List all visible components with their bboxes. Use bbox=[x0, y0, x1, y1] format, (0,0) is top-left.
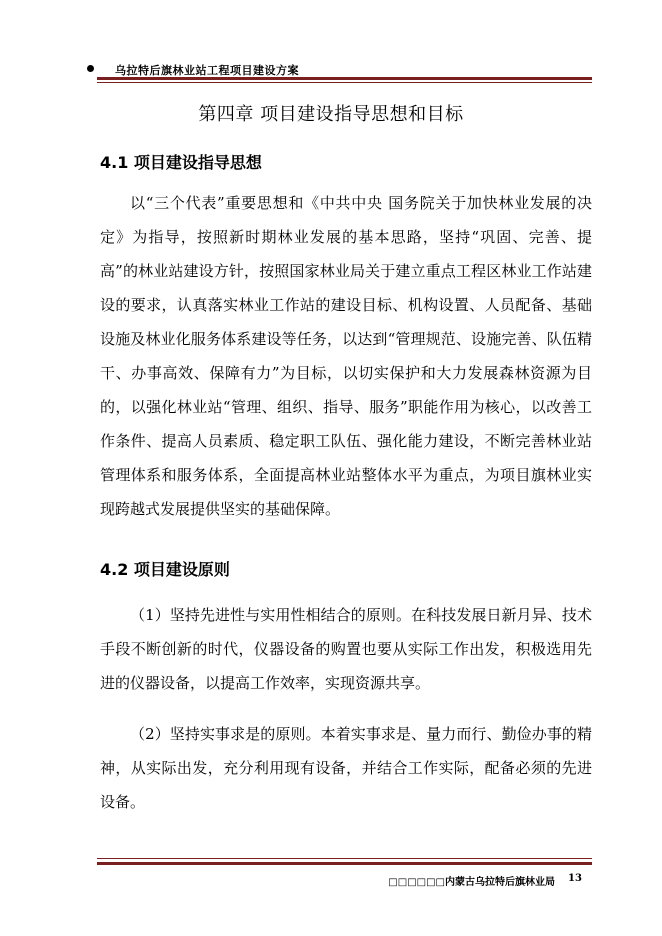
header-rule-thin bbox=[97, 82, 592, 83]
header-rule-thick bbox=[97, 77, 592, 80]
header-title: 乌拉特后旗林业站工程项目建设方案 bbox=[115, 64, 299, 77]
header-bullet-icon bbox=[87, 65, 94, 72]
footer-rule-thick bbox=[97, 862, 592, 865]
section-heading-4-2: 4.2 项目建设原则 bbox=[100, 560, 230, 579]
chapter-title: 第四章 项目建设指导思想和目标 bbox=[198, 104, 464, 125]
section-heading-4-1: 4.1 项目建设指导思想 bbox=[100, 153, 262, 172]
section-4-2-paragraph-2: （2）坚持实事求是的原则。本着实事求是、量力而行、勤俭办事的精神，从实际出发，充分利用现有设备，并结合工作实际，配备必须的先进设备。 bbox=[100, 725, 592, 811]
section-4-1-paragraph: 以“三个代表”重要思想和《中共中央 国务院关于加快林业发展的决定》为指导，按照新时期林业发展的基本思路，坚持“巩固、完善、提高”的林业站建设方针，按照国家林业局关于建立重点工程区林业工作站建设的要求，认真落实林业工作站的建设目标、机构设置、人员配备、基础设施及林业化服务体系建设等任务，以达到“管理规范、设施完善、队伍精干、办事高效、保障有力”为目标，以切实保护和大力发展森林资源为目的，以强化林业站“管理、组织、指导、服务”职能作用为核心，以改善工作条件、提高人员素质、稳定职工队伍、强化能力建设，不断完善林业站管理体系和服务体系，全面提高林业站整体水平为重点，为项目旗林业实现跨越式发展提供坚实的基础保障。 bbox=[100, 194, 592, 518]
page-number: 13 bbox=[568, 873, 582, 884]
footer-organization: □□□□□□内蒙古乌拉特后旗林业局 bbox=[388, 877, 555, 888]
section-4-2-paragraph-1: （1）坚持先进性与实用性相结合的原则。在科技发展日新月异、技术手段不断创新的时代，仪器设备的购置也要从实际工作出发，积极选用先进的仪器设备，以提高工作效率，实现资源共享。 bbox=[100, 606, 592, 692]
footer-rule-thin bbox=[97, 858, 592, 859]
